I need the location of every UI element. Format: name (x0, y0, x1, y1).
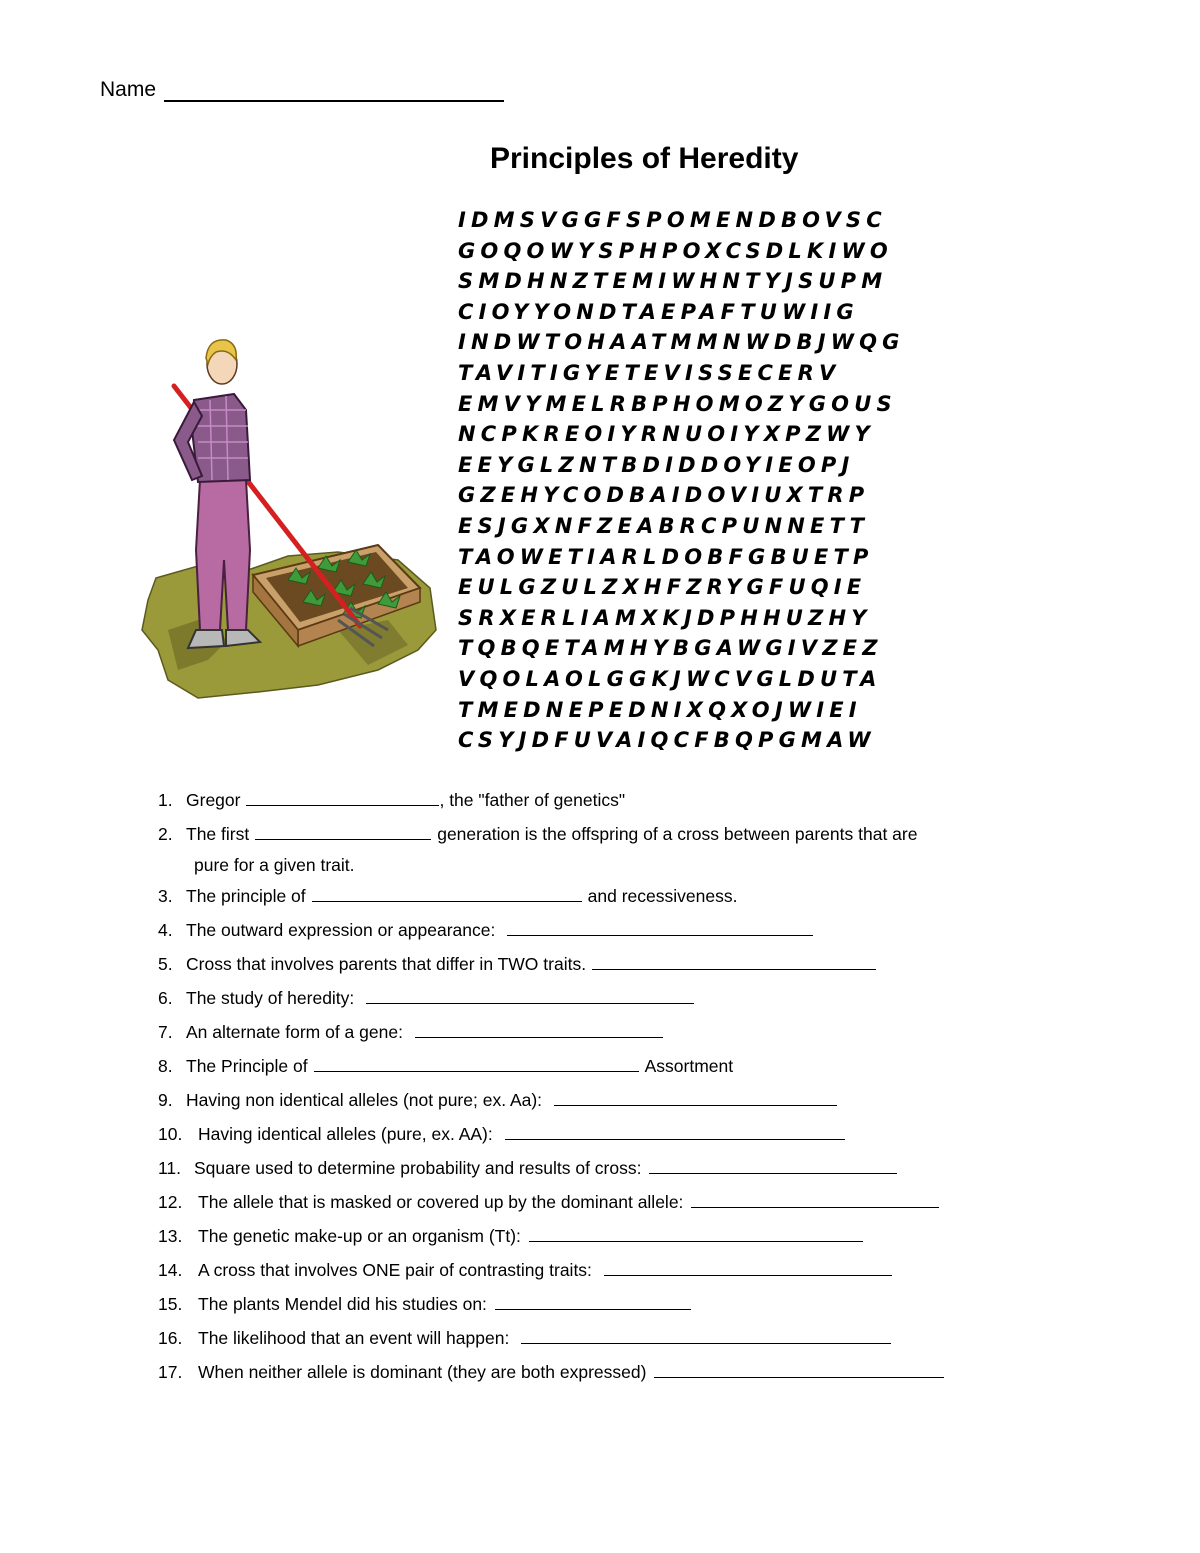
grid-row: TAVITIGYETEVISSECERV (458, 360, 841, 385)
question-continuation: pure for a given trait. (194, 855, 355, 875)
grid-row: CSYJDFUVAIQCFBQPGMAW (458, 728, 876, 753)
question-number: 1. (158, 790, 173, 810)
question-text: The plants Mendel did his studies on: (198, 1294, 487, 1314)
grid-row: TMEDNEPEDNIXQXOJWIEI (458, 697, 862, 722)
answer-blank[interactable] (507, 919, 813, 936)
grid-row: INDWTOHAATMMNWDBJWQG (458, 330, 905, 355)
question-number: 14. (158, 1260, 183, 1280)
question-list (158, 786, 1018, 1392)
question-item (158, 1358, 1018, 1392)
question-item (158, 1324, 1018, 1358)
answer-blank[interactable] (592, 953, 876, 970)
answer-blank[interactable] (654, 1361, 944, 1378)
question-number: 16. (158, 1328, 183, 1348)
grid-row: GOQOWYSPHPOXCSDLKIWO (458, 238, 893, 263)
question-item (158, 916, 1018, 950)
question-text: Having identical alleles (pure, ex. AA): (198, 1124, 493, 1144)
question-text: The Principle of (186, 1056, 308, 1076)
page-title: Principles of Heredity (490, 142, 799, 175)
answer-blank[interactable] (495, 1293, 691, 1310)
question-item (158, 1120, 1018, 1154)
answer-blank[interactable] (366, 987, 694, 1004)
question-text: Cross that involves parents that differ in TWO traits. (186, 954, 587, 974)
question-item (158, 1256, 1018, 1290)
question-item (158, 882, 1018, 916)
question-item (158, 950, 1018, 984)
grid-row: TAOWETIARLDOBFGBUETP (458, 544, 874, 569)
question-item (158, 1290, 1018, 1324)
grid-row: NCPKREOIYRNUOIYXPZWY (458, 422, 875, 447)
question-item (158, 1018, 1018, 1052)
question-number: 2. (158, 824, 173, 844)
question-item (158, 1154, 1018, 1188)
question-text-after: , the "father of genetics" (439, 790, 626, 810)
answer-blank[interactable] (554, 1089, 837, 1106)
name-field (100, 78, 504, 102)
answer-blank[interactable] (246, 789, 439, 806)
question-text: The first (186, 824, 250, 844)
question-number: 4. (158, 920, 173, 940)
grid-row: GZEHYCODBAIDOVIUXTRP (458, 483, 870, 508)
question-text: An alternate form of a gene: (186, 1022, 403, 1042)
question-text-after: and recessiveness. (587, 886, 738, 906)
grid-row: SRXERLIAMXKJDPHHUZHY (458, 605, 872, 630)
question-item (158, 786, 1018, 820)
name-label: Name (100, 78, 157, 101)
question-text: The genetic make-up or an organism (Tt): (198, 1226, 521, 1246)
grid-row: VQOLAOLGGKJWCVGLDUTA (458, 666, 882, 691)
question-number: 7. (158, 1022, 173, 1042)
answer-blank[interactable] (604, 1259, 892, 1276)
question-number: 8. (158, 1056, 173, 1076)
question-text: Gregor (186, 790, 241, 810)
grid-row: EMVYMELRBPHOMOZYGOUS (458, 391, 897, 416)
answer-blank[interactable] (529, 1225, 863, 1242)
question-number: 6. (158, 988, 173, 1008)
question-text: The allele that is masked or covered up by the dominant allele: (198, 1192, 684, 1212)
question-item (158, 1052, 1018, 1086)
question-number: 17. (158, 1362, 183, 1382)
word-search-grid (458, 205, 978, 756)
answer-blank[interactable] (415, 1021, 663, 1038)
question-text: A cross that involves ONE pair of contrasting traits: (198, 1260, 592, 1280)
question-text-after: generation is the offspring of a cross between parents that are (437, 824, 918, 844)
answer-blank[interactable] (505, 1123, 845, 1140)
answer-blank[interactable] (649, 1157, 897, 1174)
question-number: 3. (158, 886, 173, 906)
question-item (158, 1086, 1018, 1120)
question-number: 13. (158, 1226, 183, 1246)
grid-row: EEYGLZNTBDIDDOYIEOPJ (458, 452, 855, 477)
grid-row: TQBQETAMHYBGAWGIVZEZ (458, 636, 883, 661)
question-item (158, 820, 1018, 882)
question-number: 12. (158, 1192, 183, 1212)
name-blank[interactable] (164, 82, 504, 102)
answer-blank[interactable] (521, 1327, 891, 1344)
question-text: The study of heredity: (186, 988, 355, 1008)
grid-row: SMDHNZTEMIWHNTYJSUPM (458, 269, 888, 294)
answer-blank[interactable] (312, 885, 582, 902)
question-text: Having non identical alleles (not pure; ex. Aa): (186, 1090, 543, 1110)
question-text: The outward expression or appearance: (186, 920, 496, 940)
grid-row: IDMSVGGFSPOMENDBOVSC (458, 208, 887, 232)
grid-row: CIOYYONDTAEPAFTUWIIG (458, 299, 859, 324)
grid-row: EULGZULZXHFZRYGFUQIE (458, 575, 867, 600)
question-text: The principle of (186, 886, 306, 906)
question-number: 15. (158, 1294, 183, 1314)
question-item (158, 1188, 1018, 1222)
question-text: The likelihood that an event will happen: (198, 1328, 510, 1348)
answer-blank[interactable] (691, 1191, 939, 1208)
question-number: 11. (158, 1158, 182, 1178)
question-item (158, 1222, 1018, 1256)
question-number: 9. (158, 1090, 173, 1110)
gardener-illustration (138, 330, 438, 702)
answer-blank[interactable] (314, 1055, 639, 1072)
grid-row: ESJGXNFZEABRCPUNNETT (458, 513, 870, 538)
question-item (158, 984, 1018, 1018)
question-number: 10. (158, 1124, 183, 1144)
question-text-after: Assortment (644, 1056, 734, 1076)
question-text: Square used to determine probability and results of cross: (194, 1158, 642, 1178)
answer-blank[interactable] (255, 823, 431, 840)
question-text: When neither allele is dominant (they are both expressed) (198, 1362, 647, 1382)
question-number: 5. (158, 954, 173, 974)
